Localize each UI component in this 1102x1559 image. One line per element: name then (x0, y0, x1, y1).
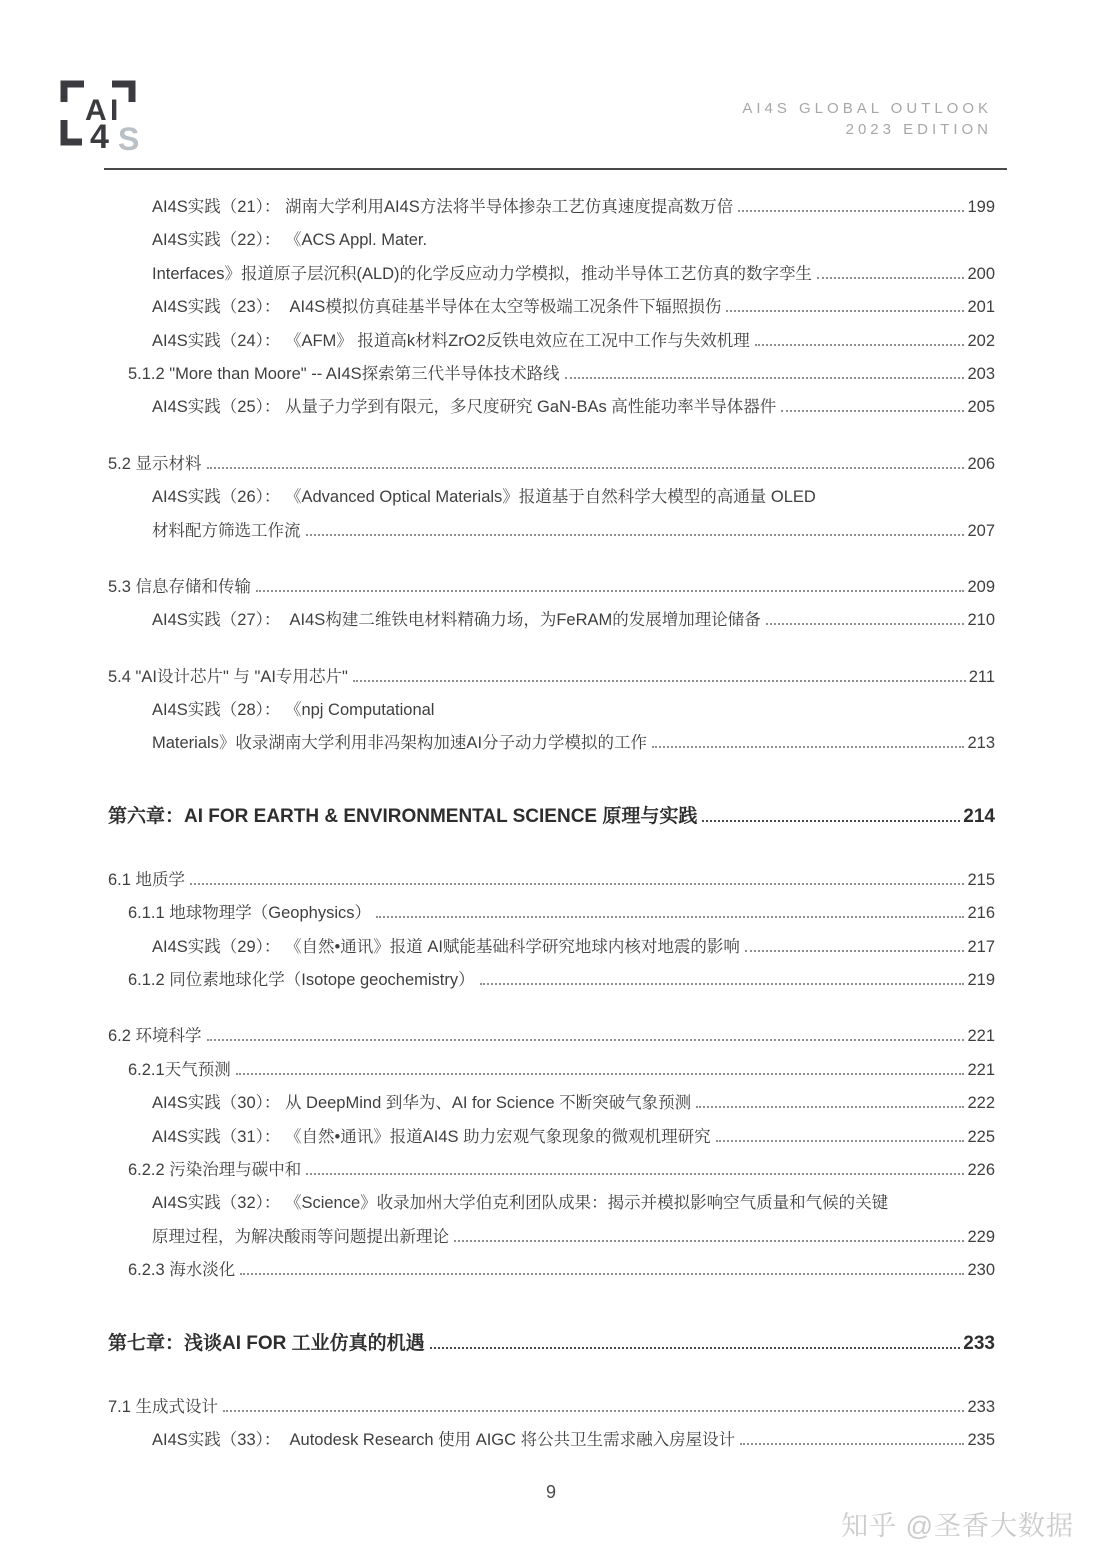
toc-entry-text: 原理过程，为解决酸雨等问题提出新理论 (152, 1227, 449, 1246)
toc-page-number: 203 (967, 364, 995, 383)
toc-page-number: 216 (967, 904, 995, 923)
toc-entry-text: 5.4 "AI设计芯片" 与 "AI专用芯片" (108, 667, 348, 686)
toc-page-number: 207 (967, 521, 995, 540)
toc-entry-text: AI4S实践（32）： 《Science》收录加州大学伯克利团队成果：揭示并模拟影响空气质量和气候的关键 (152, 1194, 889, 1213)
toc-leader-dots (256, 580, 964, 592)
toc-entry[interactable] (108, 447, 995, 480)
toc-entry[interactable] (108, 1253, 995, 1286)
svg-text:S: S (118, 121, 140, 157)
watermark: 知乎 @圣香大数据 (841, 1511, 1074, 1541)
toc-entry-text: AI4S实践（22）： 《ACS Appl. Mater. (152, 231, 428, 250)
toc-page-number: 206 (967, 454, 995, 473)
toc-entry[interactable] (108, 603, 995, 636)
toc-entry[interactable] (108, 357, 995, 390)
toc-entry-text: AI4S实践（27）： AI4S构建二维铁电材料精确力场，为FeRAM的发展增加理论储备 (152, 611, 761, 630)
svg-text:4: 4 (90, 118, 109, 156)
toc-entry[interactable] (108, 1327, 995, 1367)
toc-entry-text: 5.2 显示材料 (108, 454, 202, 473)
toc-entry-text: AI4S实践（26）： 《Advanced Optical Materials》报道基于自然科学大模型的高通量 OLED (152, 488, 816, 507)
toc-page-number: 235 (967, 1430, 995, 1449)
toc-entry-text: 第七章：浅谈AI FOR 工业仿真的机遇 (108, 1332, 425, 1354)
toc-leader-dots (454, 1229, 964, 1241)
toc-leader-dots (817, 266, 964, 278)
toc-entry[interactable] (108, 570, 995, 603)
toc-entry-text: 6.1.1 地球物理学（Geophysics） (128, 904, 371, 923)
toc-entry[interactable] (108, 190, 995, 223)
toc-entry[interactable] (108, 726, 995, 759)
toc-entry[interactable] (108, 514, 995, 547)
toc-entry-text: AI4S实践（23）： AI4S模拟仿真硅基半导体在太空等极端工况条件下辐照损伤 (152, 298, 722, 317)
toc-entry-text: 5.3 信息存储和传输 (108, 577, 252, 596)
toc-leader-dots (740, 1433, 964, 1445)
toc-leader-dots (207, 456, 965, 468)
toc-leader-dots (726, 300, 964, 312)
toc-leader-dots (306, 1163, 964, 1175)
toc-entry[interactable] (108, 963, 995, 996)
toc-entry-text: 材料配方筛选工作流 (152, 521, 301, 540)
toc-entry-text: Interfaces》报道原子层沉积(ALD)的化学反应动力学模拟，推动半导体工艺仿真的数字孪生 (152, 264, 813, 283)
toc-page-number: 200 (967, 264, 995, 283)
toc-entry-text: AI4S实践（25）： 从量子力学到有限元，多尺度研究 GaN-BAs 高性能功率半导体器件 (152, 398, 777, 417)
toc-page-number: 210 (967, 611, 995, 630)
toc-entry[interactable] (108, 896, 995, 929)
header-title-line2: 2023 EDITION (845, 121, 992, 138)
toc-entry[interactable] (108, 660, 995, 693)
toc-leader-dots (716, 1129, 965, 1141)
toc-entry-text: AI4S实践（24）： 《AFM》 报道高k材料ZrO2反铁电效应在工况中工作与失效机理 (152, 331, 750, 350)
toc-leader-dots (766, 613, 965, 625)
toc-leader-dots (781, 400, 964, 412)
toc-entry-text: 6.2 环境科学 (108, 1027, 202, 1046)
toc-leader-dots (652, 736, 964, 748)
toc-entry[interactable] (108, 480, 995, 513)
toc-page-number: 205 (967, 398, 995, 417)
svg-text:I: I (110, 94, 119, 127)
toc-entry[interactable] (108, 693, 995, 726)
toc-entry[interactable] (108, 1053, 995, 1086)
toc-entry-text: AI4S实践（28）： 《npj Computational (152, 701, 435, 720)
toc-page-number: 225 (967, 1127, 995, 1146)
toc-entry-text: AI4S实践（31）： 《自然•通讯》报道AI4S 助力宏观气象现象的微观机理研究 (152, 1127, 711, 1146)
toc-entry[interactable] (108, 1153, 995, 1186)
header-divider (104, 168, 1007, 170)
toc-entry[interactable] (108, 1120, 995, 1153)
toc-leader-dots (190, 872, 964, 884)
toc-entry-text: 6.2.2 污染治理与碳中和 (128, 1160, 302, 1179)
toc-page-number: 222 (967, 1094, 995, 1113)
header-title-line1: AI4S GLOBAL OUTLOOK (742, 100, 992, 117)
toc-leader-dots (702, 808, 960, 822)
toc-leader-dots (223, 1399, 964, 1411)
toc-entry[interactable] (108, 1019, 995, 1052)
toc-page-number: 221 (967, 1060, 995, 1079)
toc-page-number: 199 (967, 198, 995, 216)
ai4s-logo-icon (52, 72, 162, 157)
toc-entry[interactable] (108, 1186, 995, 1219)
toc-leader-dots (207, 1029, 965, 1041)
toc-leader-dots (306, 523, 965, 535)
toc-entry-text: AI4S实践（30）： 从 DeepMind 到华为、AI for Science 不断突破气象预测 (152, 1094, 692, 1113)
toc-page-number: 230 (967, 1261, 995, 1280)
toc-entry[interactable] (108, 930, 995, 963)
toc-leader-dots (240, 1263, 964, 1275)
toc-page-number: 217 (967, 937, 995, 956)
page-number: 9 (545, 1482, 556, 1502)
toc-entry-text: Materials》收录湖南大学利用非冯架构加速AI分子动力学模拟的工作 (152, 734, 648, 753)
toc-leader-dots (738, 200, 964, 212)
toc-entry-text: 6.1 地质学 (108, 870, 186, 889)
toc-leader-dots (353, 669, 966, 681)
ai4s-logo (52, 72, 162, 157)
toc-entry[interactable] (108, 1423, 995, 1456)
toc-page-number: 209 (967, 577, 995, 596)
toc-entry[interactable] (108, 290, 995, 323)
toc-entry-text: 6.2.3 海水淡化 (128, 1261, 236, 1280)
toc-entry-text: AI4S实践（21）： 湖南大学利用AI4S方法将半导体掺杂工艺仿真速度提高数万倍 (152, 198, 734, 216)
toc-leader-dots (376, 906, 964, 918)
toc-page-number: 202 (967, 331, 995, 350)
toc-leader-dots (480, 973, 965, 985)
toc-leader-dots (696, 1096, 964, 1108)
toc-entry[interactable] (108, 863, 995, 896)
toc-entry[interactable] (108, 1220, 995, 1253)
toc-entry-text: 6.2.1天气预测 (128, 1060, 231, 1079)
toc-leader-dots (236, 1062, 965, 1074)
toc-page-number: 226 (967, 1160, 995, 1179)
toc-entry[interactable] (108, 800, 995, 840)
toc-page-number: 233 (967, 1397, 995, 1416)
table-of-contents (108, 190, 995, 1456)
toc-leader-dots (755, 333, 965, 345)
toc-leader-dots (430, 1334, 961, 1348)
toc-entry-text: 7.1 生成式设计 (108, 1397, 219, 1416)
toc-page-number: 233 (963, 1332, 995, 1354)
svg-text:A: A (85, 94, 107, 127)
toc-entry[interactable] (108, 324, 995, 357)
toc-entry-text: 第六章：AI FOR EARTH & ENVIRONMENTAL SCIENCE 原理与实践 (108, 805, 698, 827)
toc-entry-text: 5.1.2 "More than Moore" -- AI4S探索第三代半导体技术路线 (128, 364, 560, 383)
header-title (742, 98, 992, 140)
toc-entry[interactable] (108, 1086, 995, 1119)
toc-leader-dots (565, 367, 965, 379)
toc-entry[interactable] (108, 257, 995, 290)
toc-leader-dots (745, 939, 965, 951)
toc-page-number: 229 (967, 1227, 995, 1246)
toc-entry-text: 6.1.2 同位素地球化学（Isotope geochemistry） (128, 971, 475, 990)
toc-page-number: 221 (967, 1027, 995, 1046)
toc-entry-text: AI4S实践（29）： 《自然•通讯》报道 AI赋能基础科学研究地球内核对地震的影响 (152, 937, 740, 956)
toc-page-number: 201 (967, 298, 995, 317)
toc-page-number: 214 (963, 805, 995, 827)
toc-page-number: 213 (967, 734, 995, 753)
toc-entry-text: AI4S实践（33）： Autodesk Research 使用 AIGC 将公共卫生需求融入房屋设计 (152, 1430, 736, 1449)
toc-entry[interactable] (108, 390, 995, 423)
toc-entry[interactable] (108, 1390, 995, 1423)
toc-page-number: 215 (967, 870, 995, 889)
toc-entry[interactable] (108, 223, 995, 256)
toc-page-number: 211 (968, 667, 995, 686)
toc-page-number: 219 (967, 971, 995, 990)
